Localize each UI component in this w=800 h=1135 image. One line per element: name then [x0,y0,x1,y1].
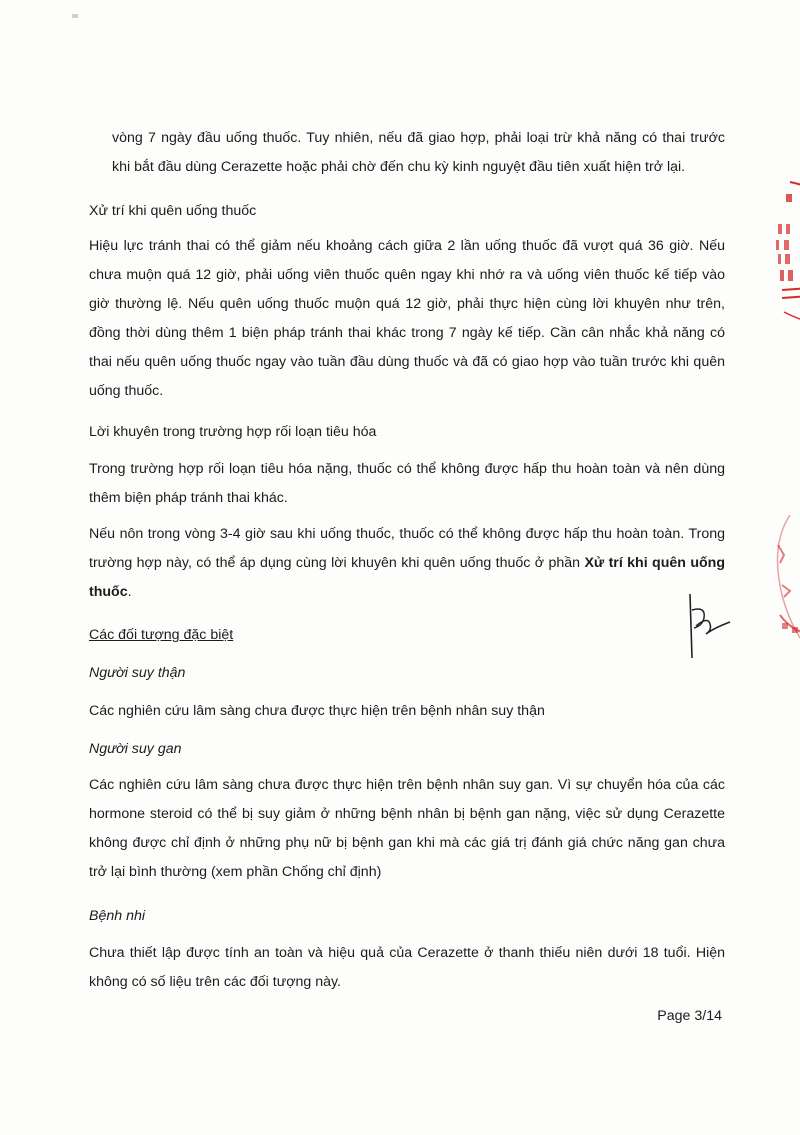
missed-dose-paragraph [89,232,725,406]
text-line: Nếu nôn trong vòng 3-4 giờ sau khi uống thuốc, thuốc có thể không được hấp thu hoàn toàn. Trong [89,526,725,542]
text-run: trường hợp này, có thể áp dụng cùng lời khuyên khi quên uống thuốc ở phần [89,555,585,571]
cross-reference: thuốc [89,584,128,600]
text-line: thêm biện pháp tránh thai khác. [89,490,288,506]
text-line [89,549,725,578]
page-number: Page 3/14 [657,1008,722,1024]
intro-paragraph [112,124,725,182]
text-line: vòng 7 ngày đầu uống thuốc. Tuy nhiên, nếu đã giao hợp, phải loại trừ khả năng có thai trước [112,130,725,146]
special-populations-heading: Các đối tượng đặc biệt [89,627,234,643]
cross-reference: Xử trí khi quên uống [584,555,725,571]
gi-paragraph-1 [89,455,725,513]
pediatric-paragraph [89,939,725,997]
handwritten-initials [680,592,740,662]
text-line: uống thuốc. [89,383,164,399]
gi-heading: Lời khuyên trong trường hợp rối loạn tiêu hóa [89,424,377,440]
hepatic-heading: Người suy gan [89,741,182,757]
red-stamp-fragment-top [770,170,800,330]
red-stamp-fragment-bottom [760,505,800,665]
missed-dose-heading: Xử trí khi quên uống thuốc [89,203,257,219]
text-run: . [127,584,132,600]
text-line: Chưa thiết lập được tính an toàn và hiệu quả của Cerazette ở thanh thiếu niên dưới 18 tuổi. Hiện [89,945,725,961]
text-line: không có số liệu trên các đối tượng này. [89,974,341,990]
text-line [89,578,725,607]
scan-speck [72,14,78,18]
text-line: đồng thời dùng thêm 1 biện pháp tránh thai khác trong 7 ngày kế tiếp. Cần cân nhắc khả năng có [89,325,725,341]
text-line: Hiệu lực tránh thai có thể giảm nếu khoảng cách giữa 2 lần uống thuốc đã vượt quá 36 giờ. Nếu [89,238,725,254]
text-line: trở lại bình thường (xem phần Chống chỉ định) [89,864,382,880]
text-line: hormone steroid có thể bị suy giảm ở những bệnh nhân bị bệnh gan nặng, việc sử dụng Cerazette [89,806,725,822]
renal-heading: Người suy thận [89,665,186,681]
text-line: không được chỉ định ở những phụ nữ bị bệnh gan khi mà các giá trị đánh giá chức năng gan chưa [89,835,725,851]
text-line: Trong trường hợp rối loạn tiêu hóa nặng, thuốc có thể không được hấp thu hoàn toàn và nên dùng [89,461,725,477]
text-line: thai nếu quên uống thuốc ngay vào tuần đầu dùng thuốc và đã có giao hợp vào tuần trước khi quên [89,354,725,370]
text-line: giờ thường lệ. Nếu quên uống thuốc muộn quá 12 giờ, phải thực hiện cùng lời khuyên như trên, [89,296,725,312]
gi-paragraph-2 [89,520,725,607]
renal-text: Các nghiên cứu lâm sàng chưa được thực hiện trên bệnh nhân suy thận [89,703,545,719]
text-line: chưa muộn quá 12 giờ, phải uống viên thuốc quên ngay khi nhớ ra và uống viên thuốc kế tiếp vào [89,267,725,283]
text-line: khi bắt đầu dùng Cerazette hoặc phải chờ đến chu kỳ kinh nguyệt đầu tiên xuất hiện trở lại. [112,159,686,175]
hepatic-paragraph [89,771,725,887]
pediatric-heading: Bệnh nhi [89,908,146,924]
text-line: Các nghiên cứu lâm sàng chưa được thực hiện trên bệnh nhân suy gan. Vì sự chuyển hóa của các [89,777,725,793]
